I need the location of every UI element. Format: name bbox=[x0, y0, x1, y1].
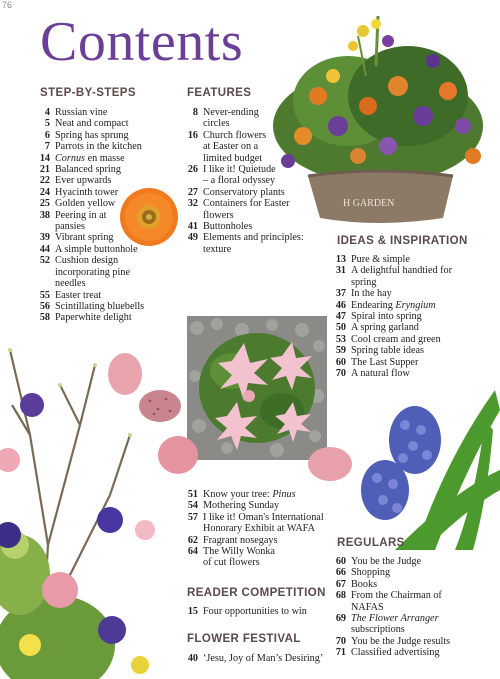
list-item[interactable]: 62 Fragrant nosegays bbox=[187, 534, 278, 546]
flower-festival-list bbox=[180, 653, 336, 664]
list-item[interactable]: 32 Containers for Easter flowers bbox=[187, 198, 290, 221]
regulars-list bbox=[328, 556, 478, 659]
list-item[interactable]: 16 Church flowers at Easter on a limited budget bbox=[187, 129, 267, 164]
list-item[interactable]: 60 The Last Supper bbox=[335, 356, 419, 368]
list-item[interactable]: 38 Peering in at pansies bbox=[39, 209, 107, 233]
list-item[interactable]: 70 A natural flow bbox=[335, 368, 410, 380]
list-item[interactable]: 44 A simple buttonhole bbox=[39, 243, 138, 255]
list-item[interactable]: 5 Neat and compact bbox=[44, 118, 129, 130]
list-item[interactable]: 54 Mothering Sunday bbox=[187, 500, 280, 512]
page-title: Contents bbox=[40, 11, 244, 73]
list-item[interactable]: 58 Paperwhite delight bbox=[39, 312, 132, 324]
list-item[interactable]: 27 Conservatory plants bbox=[187, 186, 285, 198]
list-item[interactable]: 56 Scintillating bluebells bbox=[39, 300, 145, 312]
egg-icon bbox=[307, 446, 353, 482]
hyacinth-icon bbox=[355, 380, 500, 550]
list-item[interactable]: 70 You be the Judge results bbox=[335, 635, 451, 647]
list-item[interactable]: 47 Spiral into spring bbox=[335, 311, 422, 323]
list-item[interactable]: 22 Ever upwards bbox=[39, 175, 112, 187]
reader-competition-list bbox=[180, 606, 330, 617]
section-heading-reader-competition: READER COMPETITION bbox=[187, 587, 326, 599]
list-item[interactable]: 39 Vibrant spring bbox=[39, 232, 114, 244]
list-item[interactable]: 49 Elements and principles: texture bbox=[187, 232, 304, 255]
list-item[interactable]: 4 Russian vine bbox=[44, 107, 108, 118]
list-item[interactable]: 8 Never-ending circles bbox=[192, 107, 259, 130]
list-item[interactable]: 24 Hyacinth tower bbox=[39, 186, 119, 198]
features-list bbox=[180, 107, 330, 255]
list-item[interactable]: 25 Golden yellow bbox=[39, 198, 116, 210]
list-item[interactable]: 71 Classified advertising bbox=[335, 647, 440, 659]
list-item[interactable]: 50 A spring garland bbox=[335, 322, 419, 334]
list-item[interactable]: 41 Buttonholes bbox=[187, 221, 253, 233]
section-heading-flower-festival: FLOWER FESTIVAL bbox=[187, 633, 301, 645]
list-item[interactable]: 68 From the Chairman of NAFAS bbox=[335, 590, 442, 613]
section-heading-features: FEATURES bbox=[187, 87, 252, 99]
step-by-steps-list bbox=[32, 107, 160, 324]
list-item[interactable]: 67 Books bbox=[335, 578, 378, 590]
list-item[interactable]: 52 Cushion design incorporating pine needles bbox=[39, 255, 130, 290]
list-item[interactable]: 13 Pure & simple bbox=[335, 254, 410, 265]
list-item[interactable]: 40 ‘Jesu, Joy of Man’s Desiring’ bbox=[187, 653, 324, 664]
list-item[interactable]: 31 A delightful handtied for spring bbox=[335, 265, 453, 288]
list-item[interactable]: 59 Spring table ideas bbox=[335, 345, 424, 357]
section-heading-ideas-inspiration: IDEAS & INSPIRATION bbox=[337, 235, 468, 247]
section-heading-regulars: REGULARS bbox=[337, 537, 405, 549]
branch-icon bbox=[0, 345, 180, 679]
lily-icon bbox=[187, 316, 327, 460]
list-item[interactable]: 55 Easter treat bbox=[39, 289, 102, 301]
list-item[interactable]: 21 Balanced spring bbox=[39, 164, 121, 176]
list-item[interactable]: 51 Know your tree: Pinus bbox=[187, 489, 296, 500]
list-item[interactable]: 7 Parrots in the kitchen bbox=[44, 141, 142, 153]
list-item[interactable]: 6 Spring has sprung bbox=[44, 129, 129, 141]
list-item[interactable]: 37 In the hay bbox=[335, 288, 392, 300]
list-item[interactable]: 60 You be the Judge bbox=[335, 556, 421, 567]
vase-label: H GARDEN bbox=[343, 198, 395, 209]
page-number: 76 bbox=[2, 0, 13, 10]
list-item[interactable]: 66 Shopping bbox=[335, 567, 391, 579]
section-heading-step-by-steps: STEP-BY-STEPS bbox=[40, 87, 136, 99]
ideas-list bbox=[328, 254, 478, 379]
list-item[interactable]: 46 Endearing Eryngium bbox=[335, 299, 436, 311]
list-item[interactable]: 69 The Flower Arranger subscriptions bbox=[335, 613, 439, 636]
list-item[interactable]: 64 The Willy Wonka of cut flowers bbox=[187, 546, 275, 569]
list-item[interactable]: 53 Cool cream and green bbox=[335, 333, 441, 345]
list-item[interactable]: 15 Four opportunities to win bbox=[187, 606, 307, 617]
list-item[interactable]: 26 I like it! Quietude – a floral odyssey bbox=[187, 164, 276, 187]
features-list-lower bbox=[180, 489, 330, 569]
list-item[interactable]: 57 I like it! Oman's International Honorary Exhibit at WAFA bbox=[187, 511, 324, 535]
list-item[interactable]: 14 Cornus en masse bbox=[39, 152, 125, 164]
